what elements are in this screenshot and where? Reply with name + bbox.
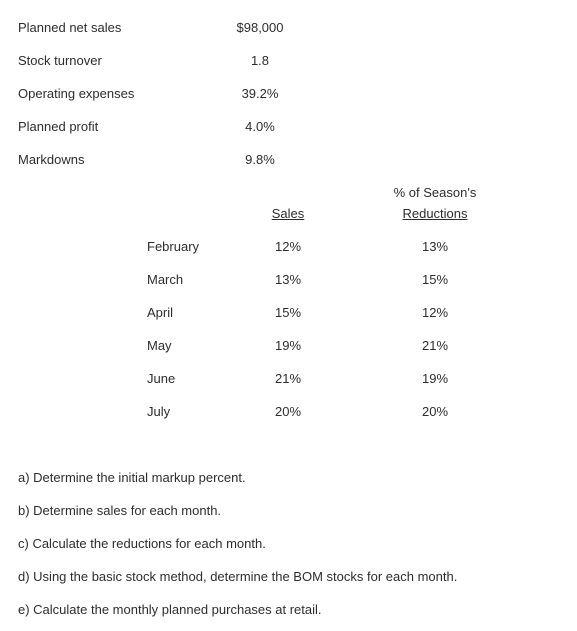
question-a: a) Determine the initial markup percent.: [18, 470, 246, 485]
table-row-reductions: 20%: [421, 404, 449, 419]
summary-label-stock-turnover: Stock turnover: [18, 53, 102, 68]
question-e: e) Calculate the monthly planned purchases at retail.: [18, 602, 322, 617]
table-row-month: February: [147, 239, 200, 254]
question-d: d) Using the basic stock method, determine the BOM stocks for each month.: [18, 569, 458, 584]
table-row-sales: 15%: [274, 305, 302, 320]
table-row-sales: 21%: [274, 371, 302, 386]
table-row-sales: 12%: [274, 239, 302, 254]
summary-value-stock-turnover: 1.8: [250, 53, 270, 68]
table-row-reductions: 19%: [421, 371, 449, 386]
table-row-reductions: 15%: [421, 272, 449, 287]
question-c: c) Calculate the reductions for each month.: [18, 536, 266, 551]
summary-label-planned-profit: Planned profit: [18, 119, 99, 134]
table-row-reductions: 12%: [421, 305, 449, 320]
summary-value-operating-expenses: 39.2%: [241, 86, 279, 101]
summary-label-markdowns: Markdowns: [18, 152, 85, 167]
table-row-month: May: [147, 338, 172, 353]
reductions-header-line2: Reductions: [402, 206, 468, 221]
table-row-month: June: [147, 371, 176, 386]
reductions-header-line1: % of Season's: [393, 185, 477, 200]
summary-value-planned-profit: 4.0%: [245, 119, 275, 134]
summary-value-planned-net-sales: $98,000: [236, 20, 284, 35]
summary-label-operating-expenses: Operating expenses: [18, 86, 135, 101]
table-row-reductions: 13%: [421, 239, 449, 254]
table-row-month: April: [147, 305, 174, 320]
table-row-month: March: [147, 272, 184, 287]
table-row-sales: 19%: [274, 338, 302, 353]
table-row-month: July: [147, 404, 171, 419]
summary-value-markdowns: 9.8%: [245, 152, 275, 167]
table-row-sales: 13%: [274, 272, 302, 287]
summary-label-planned-net-sales: Planned net sales: [18, 20, 122, 35]
table-row-reductions: 21%: [421, 338, 449, 353]
sales-header: Sales: [271, 206, 305, 221]
table-row-sales: 20%: [274, 404, 302, 419]
question-b: b) Determine sales for each month.: [18, 503, 222, 518]
